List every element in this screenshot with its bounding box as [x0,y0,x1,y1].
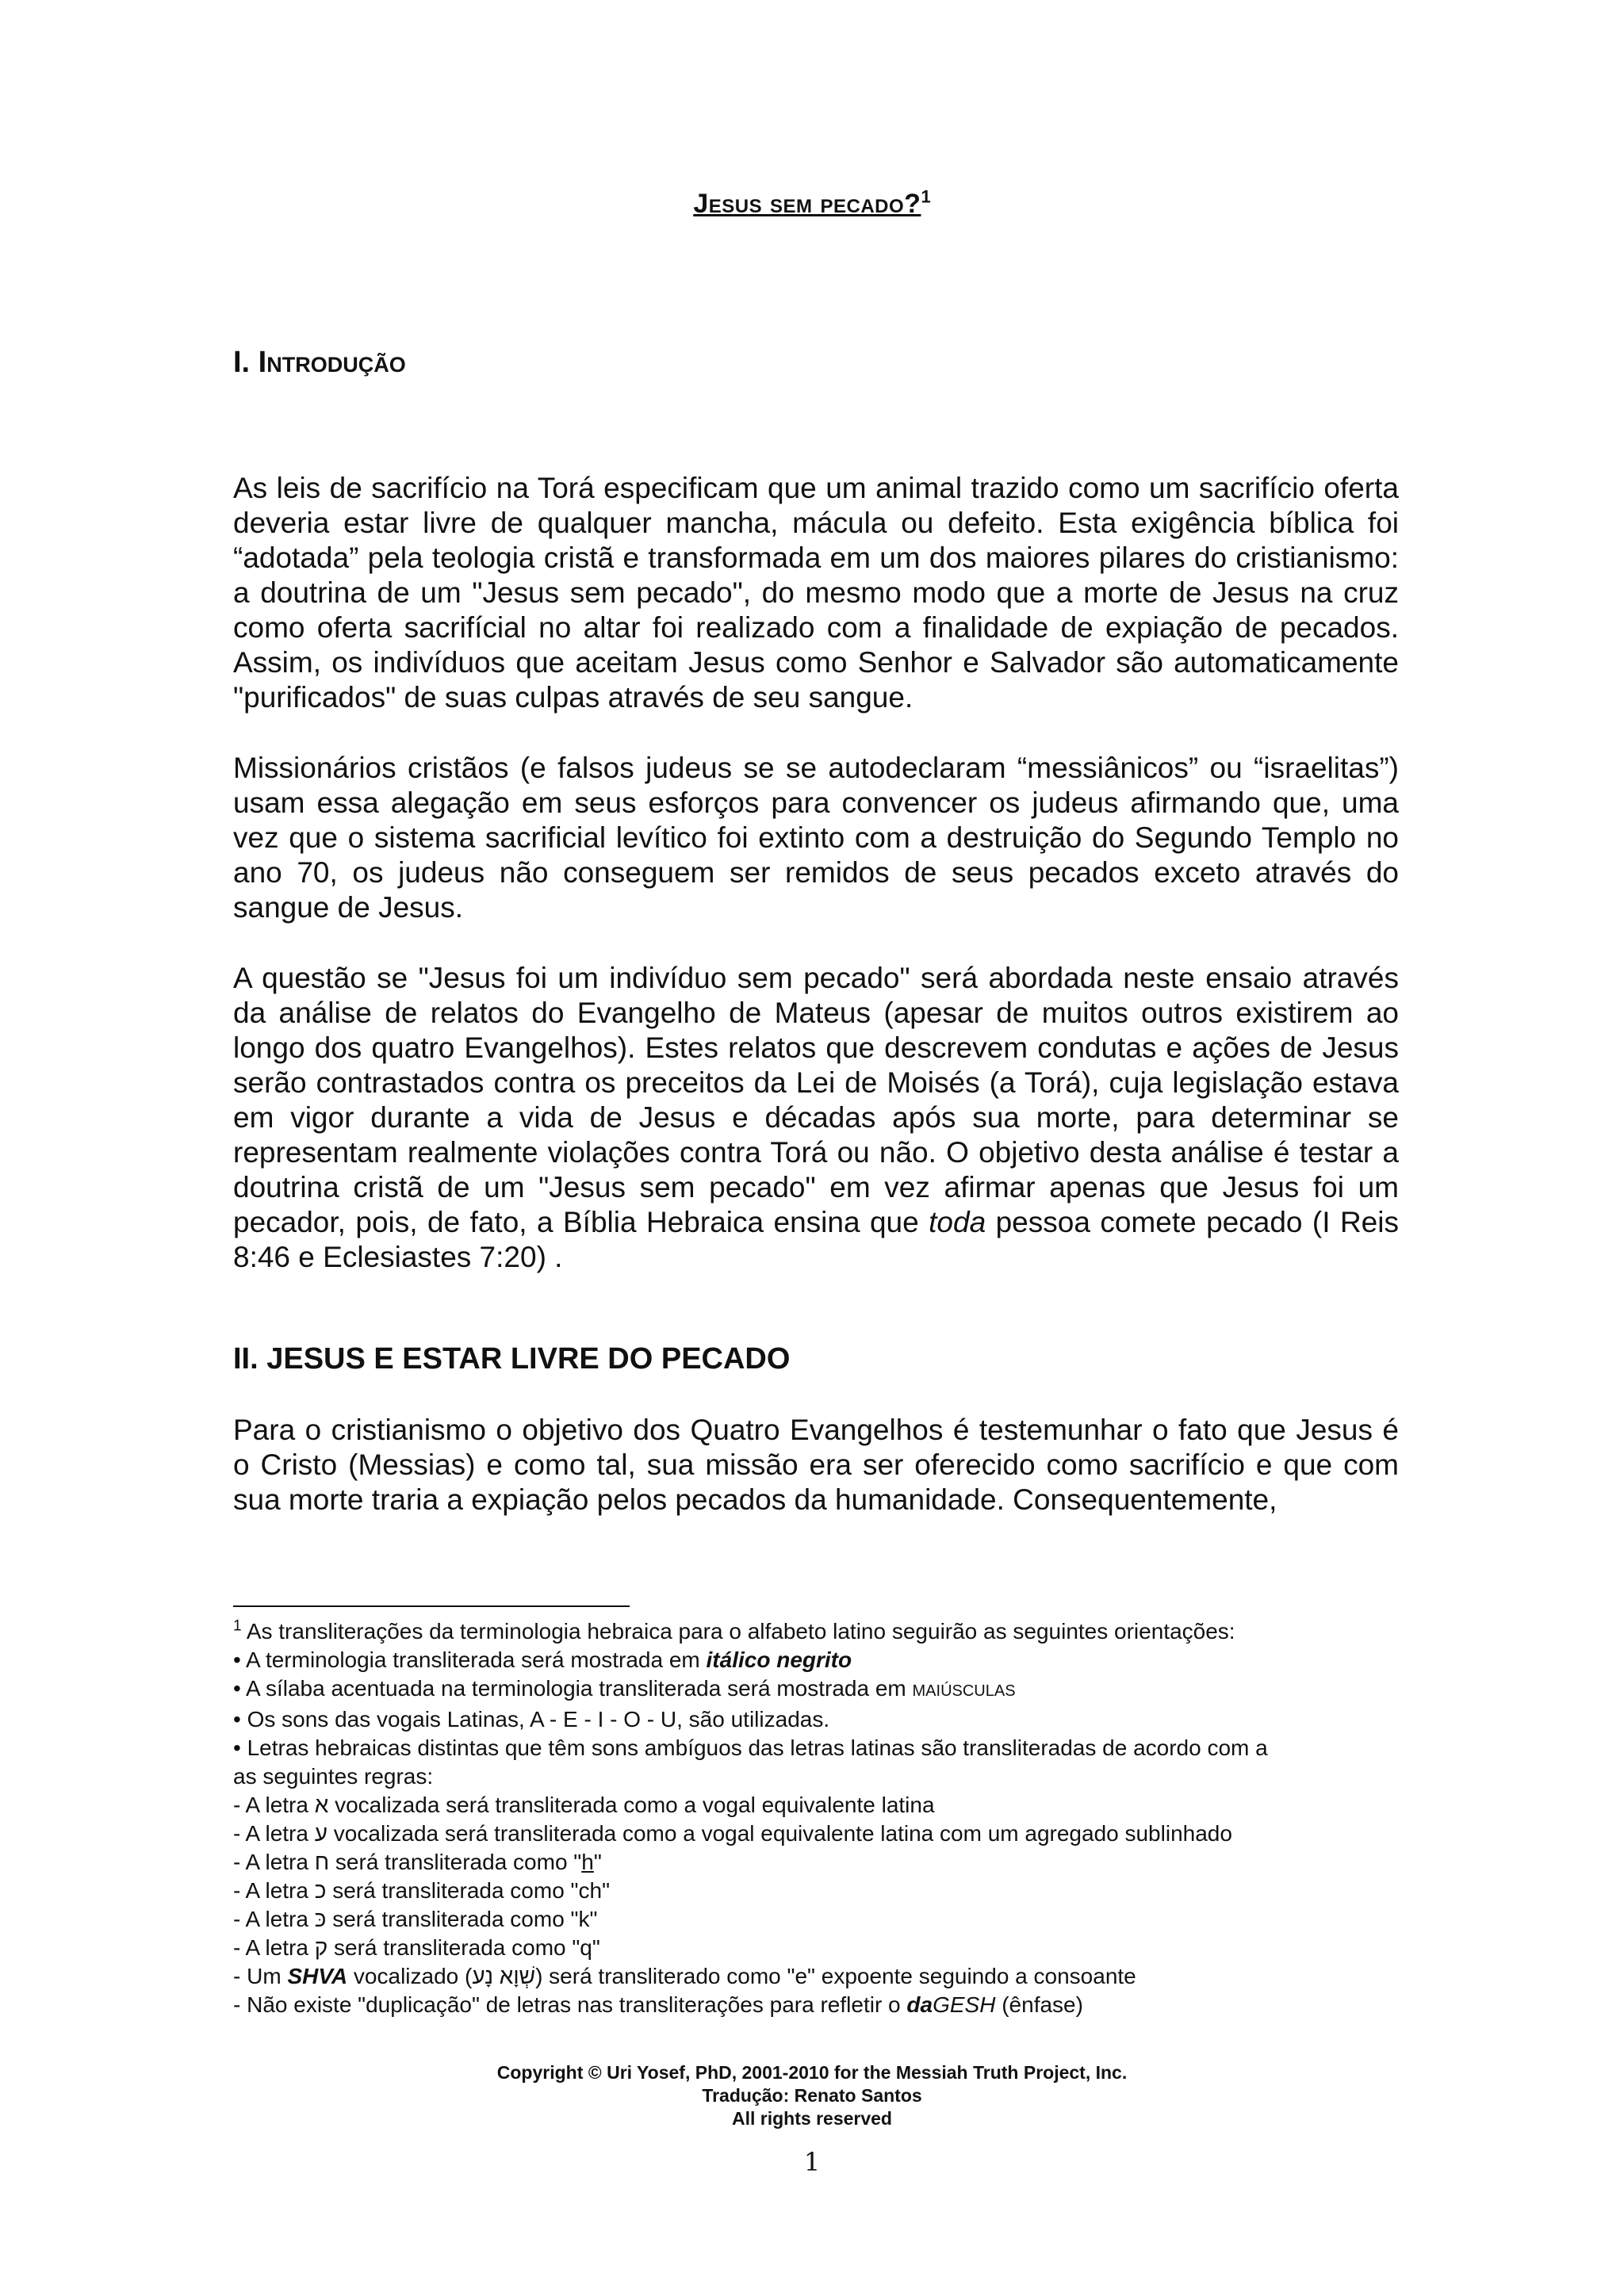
footnote-bullet-2-text: • A sílaba acentuada na terminologia transliterada será mostrada em [233,1676,913,1701]
paragraph-4: Para o cristianismo o objetivo dos Quatro Evangelhos é testemunhar o fato que Jesus é o Cristo (Messias) e como tal, sua missão era ser oferecido como sacrifício e que com sua morte traria a expiação pelos pecados da humanidade. Consequentemente, [233,1414,1399,1516]
title-footnote-ref: 1 [921,186,931,207]
footnote-rule-8 [233,1991,1407,2019]
page-number: 1 [803,2147,821,2177]
footnote-rule-8-pre: - Não existe "duplicação" de letras nas transliterações para refletir o [233,1992,907,2017]
footnote-number: 1 [233,1617,242,1635]
section-heading-introduction: I. Introdução [233,346,406,379]
footnote-bullet-3: • Os sons das vogais Latinas, A - E - I - O - U, são utilizadas. [233,1707,830,1732]
footnote-rule-3-end: " [593,1850,602,1874]
footnote [233,1617,1407,2019]
footnote-rule-7-pre: - Um [233,1964,288,1988]
footnote-bullet-1-emphasis: itálico negrito [706,1647,852,1672]
copyright-line: Copyright © Uri Yosef, PhD, 2001-2010 for the Messiah Truth Project, Inc. [496,2062,1128,2083]
footnote-bullet-2 [233,1674,1407,1705]
translation-credit: Tradução: Renato Santos [702,2085,922,2106]
footnote-separator [233,1605,630,1607]
paragraph-1: As leis de sacrifício na Torá especificam que um animal trazido como um sacrifício oferta deveria estar livre de qualquer mancha, mácula ou defeito. Esta exigência bíblica foi “adotada” pela teologia cristã e transformada em um dos maiores pilares do cristianismo: a doutrina de um "Jesus sem pecado", do mesmo modo que a morte de Jesus na cruz como oferta sacrifícial no altar foi realizado com a finalidade de expiação de pecados. Assim, os indivíduos que aceitam Jesus como Senhor e Salvador são automaticamente "purificados" de suas culpas através de seu sangue. [233,472,1399,714]
footnote-rule-5: - A letra כּ será transliterada como "k" [233,1907,598,1931]
footnote-intro-text: As transliterações da terminologia hebraica para o alfabeto latino seguirão as seguintes orientações: [241,1619,1235,1644]
footnote-bullet-4-line-1: • Letras hebraicas distintas que têm sons ambíguos das letras latinas são transliteradas de acordo com a [233,1735,1268,1760]
paragraph-3-text-b: pessoa comete pecado (I Reis 8:46 e Eclesiastes 7:20) . [233,1206,1399,1273]
footnote-rule-3-underlined: h [581,1850,594,1874]
title-text: Jesus sem pecado? [693,189,921,219]
footnote-rule-7-term: SHVA [287,1964,348,1988]
rights-reserved: All rights reserved [732,2108,892,2129]
paragraph-3 [233,961,1399,1275]
footnote-rule-8-post: (ênfase) [995,1992,1083,2017]
footnote-rule-7-post: vocalizado (שְׁוָא נָע) será transliterado como "e" expoente seguindo a consoante [347,1964,1136,1988]
footnote-rule-1: - A letra א vocalizada será transliterada como a vogal equivalente latina [233,1793,935,1817]
paragraph-3-text-a: A questão se "Jesus foi um indivíduo sem pecado" será abordada neste ensaio através da análise de relatos do Evangelho de Mateus (apesar de muitos outros existirem ao longo dos quatro Evangelhos). Estes relatos que descrevem condutas e ações de Jesus serão contrastados contra os preceitos da Lei de Moisés (a Torá), cuja legislação estava em vigor durante a vida de Jesus e décadas após sua morte, para determinar se representam realmente violações contra Torá ou não. O objetivo desta análise é testar a doutrina cristã de um "Jesus sem pecado" em vez afirmar apenas que Jesus foi um pecador, pois, de fato, a Bíblia Hebraica ensina que [233,962,1399,1238]
footnote-bullet-4-line-2: as seguintes regras: [233,1764,434,1789]
footnote-rule-6: - A letra ק será transliterada como "q" [233,1935,600,1960]
footnote-bullet-2-caps: MAIÚSCULAS [912,1682,1016,1700]
footnote-rule-4: - A letra כ será transliterada como "ch" [233,1878,611,1903]
paragraph-3-italic: toda [929,1206,986,1238]
footnote-rule-3-text: - A letra ח será transliterada como " [233,1850,582,1874]
page-title [0,186,1624,220]
footnote-rule-7 [233,1962,1407,1991]
footnote-rule-8-italic: GESH [933,1992,996,2017]
copyright-block [0,2061,1624,2130]
footnote-intro [233,1617,1407,1646]
footnote-rule-8-bold: da [906,1992,933,2017]
paragraph-2: Missionários cristãos (e falsos judeus se se autodeclaram “messiânicos” ou “israelitas”) usam essa alegação em seus esforços para convencer os judeus afirmando que, uma vez que o sistema sacrificial levítico foi extinto com a destruição do Segundo Templo no ano 70, os judeus não conseguem ser remidos de seus pecados exceto através do sangue de Jesus. [233,752,1399,924]
footnote-bullet-1 [233,1646,1407,1674]
footnote-rule-3 [233,1848,1407,1877]
footnote-bullet-1-text: • A terminologia transliterada será mostrada em [233,1647,707,1672]
footnote-rule-2: - A letra ע vocalizada será transliterada como a vogal equivalente latina com um agregado sublinhado [233,1821,1232,1846]
section-heading-jesus-sin: II. JESUS E ESTAR LIVRE DO PECADO [233,1342,791,1376]
